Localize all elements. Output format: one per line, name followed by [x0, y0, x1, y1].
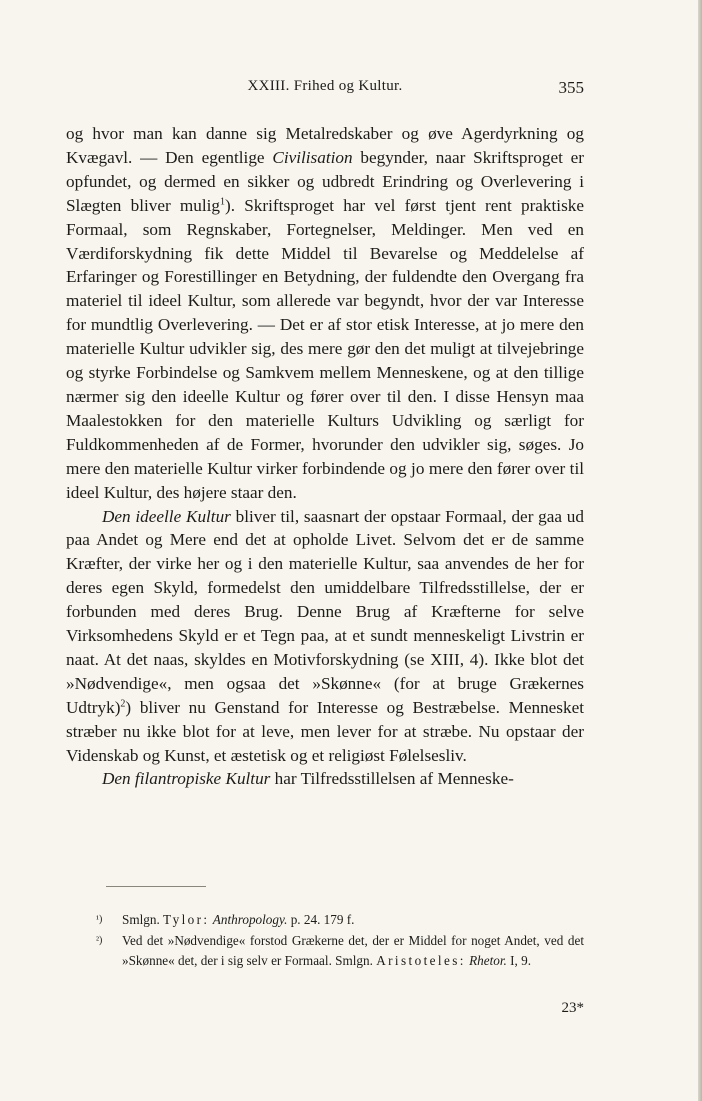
paragraph-2-text-b: ) bliver nu Genstand for Interesse og Bestræbelse. Mennesket stræber nu ikke blot for at leve, men lever for at stræbe. Nu opstaar der Videnskab og Kunst, et æstetisk og et religiøst Følelsesliv. — [66, 697, 584, 765]
paragraph-1-text-b: begynder, naar Skriftsproget er opfundet, og dermed en sikker og udbredt Erindring og Overlevering i Slægten bliver mulig — [66, 147, 584, 215]
paragraph-2-text-a: bliver til, saasnart der opstaar Formaal, der gaa ud paa Andet og Mere end det at opholde Livet. Selvom det er de samme Kræfter, der virke her og i den materielle Kultur, saa anvendes de her for deres egen Skyld, formedelst den umiddelbare Tilfredsstillelse, der er forbunden med deres Brug. Denne Brug af Kræfterne for selve Virksomhedens Skyld er et Tegn paa, at et sundt menneskeligt Livstrin er naat. At det naas, skyldes en Motivforskydning (se XIII, 4). Ikke blot det »Nødvendige«, men ogsaa det »Skønne« (for at bruge Grækernes Udtryk) — [66, 506, 584, 717]
running-header — [66, 78, 584, 102]
footnote-2-text-b: I, 9. — [506, 953, 532, 968]
footnote-1-text-b: p. 24. 179 f. — [287, 912, 355, 927]
footnotes — [96, 910, 584, 972]
page-number: 355 — [558, 78, 584, 97]
paragraph-1-emphasis: Civilisation — [272, 147, 353, 167]
footnote-2-text-a: Ved det »Nødvendige« forstod Grækerne det, der er Middel for noget Andet, ved det »Skønne« det, der i sig selv er Formaal. Smlgn. — [122, 932, 584, 968]
body-text — [66, 122, 584, 791]
footnote-1-author: Tylor: — [163, 912, 210, 927]
footnote-1-text-a: Smlgn. — [122, 912, 164, 927]
paragraph-3 — [66, 767, 584, 791]
running-title: XXIII. Frihed og Kultur. — [247, 78, 403, 94]
paragraph-3-text: har Tilfredsstillelsen af Menneske- — [270, 769, 514, 789]
paragraph-1 — [66, 122, 584, 505]
footnote-ref-2: 2 — [120, 698, 126, 710]
paragraph-3-emphasis: Den filantropiske Kultur — [102, 769, 271, 789]
paragraph-1-text-a: og hvor man kan danne sig Metalredskaber og øve Agerdyrkning og Kvægavl. — Den egentlige — [66, 124, 584, 167]
footnote-2-author: Aristoteles: — [376, 953, 466, 968]
footnote-2 — [96, 931, 584, 972]
footnote-1-work: Anthropology. — [212, 912, 288, 927]
footnote-2-mark: ²) — [96, 934, 103, 946]
paragraph-1-text-c: ). Skriftsproget har vel først tjent rent praktiske Formaal, som Regnskaber, Fortegnelser, Meldinger. Men ved en Værdiforskydning fik dette Middel til Bevarelse og Meddelelse af Erfaringer og Forestillinger en Betydning, der fuldendte den Overgang fra materiel til ideel Kultur, som allerede var begyndt, hvor der var Interesse for mundtlig Overlevering. — Det er af stor etisk Interesse, at jo mere den materielle Kultur udvikler sig, des mere gør den det muligt at tilvejebringe og styrke Forbindelse og Samkvem mellem Menneskene, og at den tillige nærmer sig den ideelle Kultur og fører over til den. I disse Hensyn maa Maalestokken for den materielle Kulturs Udvikling og særligt for Fuldkommenheden af de Former, hvorunder den udvikler sig, søges. Jo mere den materielle Kultur virker forbindende og jo mere den fører over til ideel Kultur, des højere staar den. — [66, 195, 584, 502]
signature-mark: 23* — [561, 1000, 584, 1016]
footnote-ref-1: 1 — [220, 195, 226, 207]
paragraph-2 — [66, 505, 584, 768]
footnote-1-mark: ¹) — [96, 914, 103, 925]
paragraph-2-emphasis: Den ideelle Kultur — [102, 506, 231, 526]
footnote-1 — [96, 910, 584, 931]
page-edge — [698, 0, 702, 1101]
footnote-2-work: Rhetor. — [469, 953, 507, 968]
footnote-rule — [106, 886, 206, 887]
